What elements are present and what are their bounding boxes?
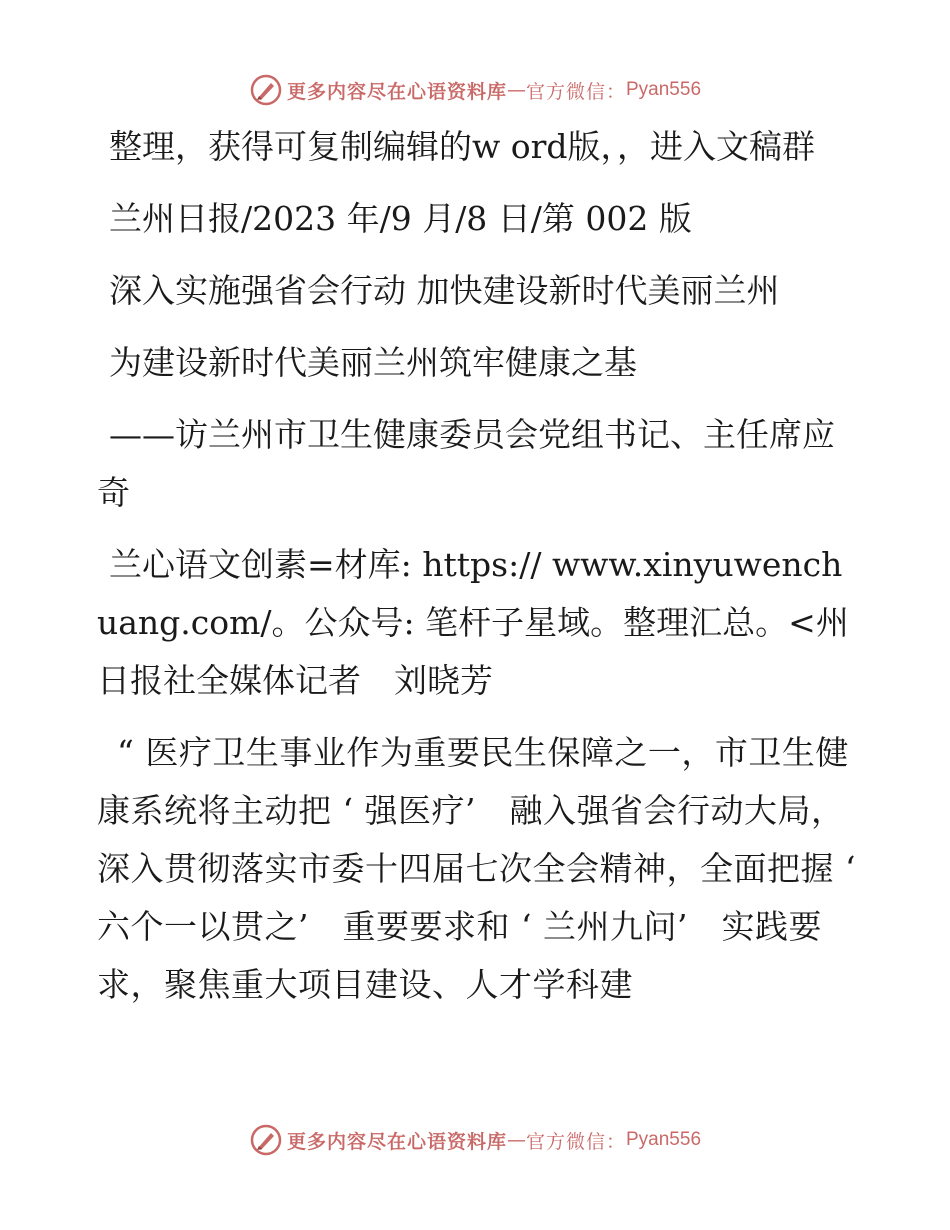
watermark-dash: —: [506, 79, 526, 101]
watermark-main-text: 更多内容尽在心语资料库: [286, 1130, 507, 1153]
publication-line: 兰州日报/2023 年/9 月/8 日/第 002 版: [109, 199, 692, 238]
watermark-wechat-id: Pyan556: [626, 79, 702, 100]
document-body: [97, 118, 857, 1028]
watermark-wechat-label: 官方微信：: [525, 1130, 626, 1153]
article-subtitle: ——访兰州市卫生健康委员会党组书记、主任席应奇: [97, 415, 835, 512]
header-watermark: [0, 70, 950, 110]
body-paragraph: “ 医疗卫生事业作为重要民生保障之一，市卫生健康系统将主动把 ‘ 强医疗’ 融入强省会行动大局，深入贯彻落实市委十四届七次全会精神，全面把握 ‘ 六个一以贯之’ 重要要求和 ‘ 兰州九问’ 实践要求，聚焦重大项目建设、人才学科建: [97, 733, 856, 1004]
footer-watermark: [0, 1120, 950, 1160]
pen-logo-icon: [249, 73, 283, 107]
watermark-dash: —: [506, 1129, 526, 1151]
watermark-wechat-id: Pyan556: [626, 1129, 702, 1150]
source-and-author-line: 兰心语文创素=材库: https:// www.xinyuwenchuang.com/。公众号: 笔杆子星域。整理汇总。<州日报社全媒体记者 刘晓芳: [97, 545, 849, 700]
watermark-wechat-label: 官方微信：: [525, 80, 626, 103]
pen-logo-icon: [249, 1123, 283, 1157]
intro-line: 整理，获得可复制编辑的w ord版，，进入文稿群: [109, 127, 816, 166]
article-title: 为建设新时代美丽兰州筑牢健康之基: [109, 343, 637, 382]
column-heading: 深入实施强省会行动 加快建设新时代美丽兰州: [109, 271, 780, 310]
watermark-main-text: 更多内容尽在心语资料库: [286, 80, 507, 103]
